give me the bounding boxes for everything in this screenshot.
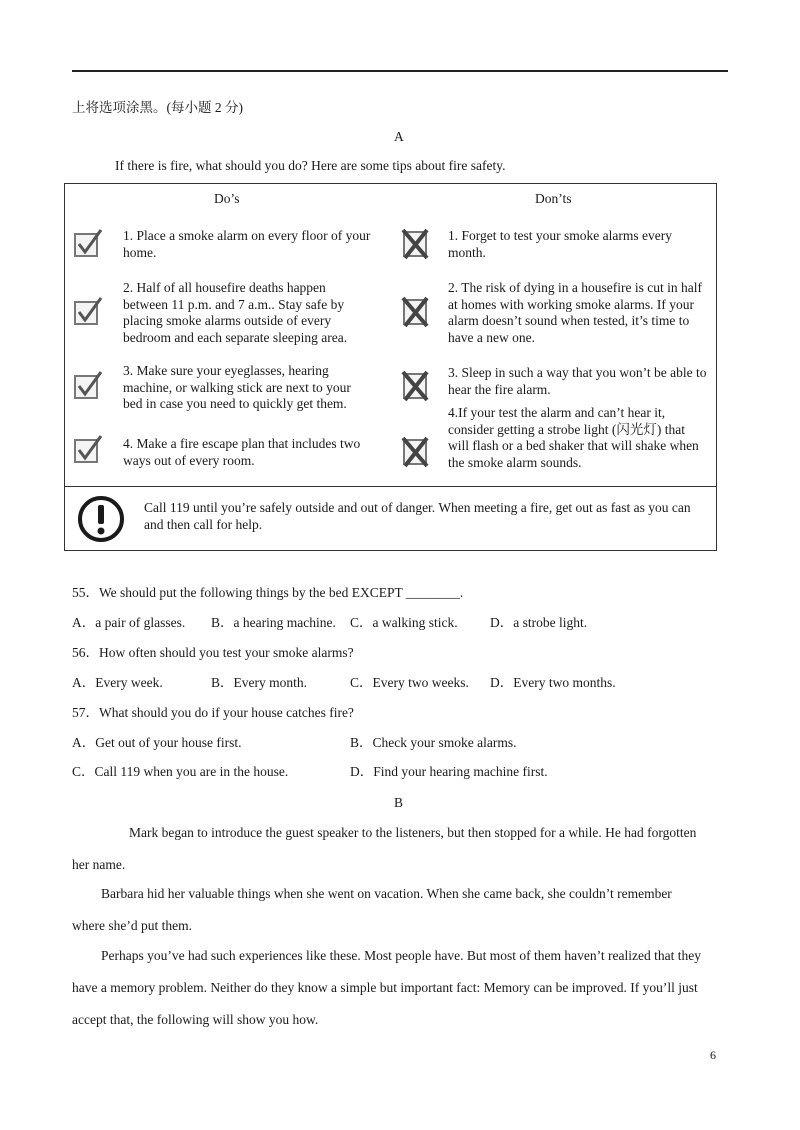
dont-item-2: 2. The risk of dying in a housefire is cut in half at homes with working smoke alarms. If your alarm doesn’t sound when tested, it’s time to have a new one. — [448, 280, 702, 345]
q57-option-c: C．Call 119 when you are in the house. — [72, 764, 289, 779]
checkbox-x-icon — [401, 368, 431, 402]
q56-option-a: A．Every week. — [72, 675, 163, 690]
checkbox-check-icon — [73, 226, 103, 260]
passage-p2-line2: where she’d put them. — [72, 918, 192, 933]
checkbox-check-icon — [73, 432, 103, 466]
do-item-4: 4. Make a fire escape plan that includes two ways out of every room. — [123, 436, 361, 468]
section-a-label: A — [394, 129, 404, 144]
top-rule — [72, 70, 728, 72]
passage-p3-line3: accept that, the following will show you how. — [72, 1012, 319, 1027]
passage-p3-line1: Perhaps you’ve had such experiences like these. Most people have. But most of them haven’t realized that they — [101, 948, 701, 963]
exclamation-circle-icon — [77, 495, 125, 543]
q57-option-b: B．Check your smoke alarms. — [350, 735, 517, 750]
q55-option-a: A．a pair of glasses. — [72, 615, 186, 630]
passage-p2-line1: Barbara hid her valuable things when she went on vacation. When she came back, she couldn’t remember — [101, 886, 672, 901]
dont-item-4: 4.If your test the alarm and can’t hear it, consider getting a strobe light (闪光灯) that will flash or a bed shaker that will shake when the smoke alarm sounds. — [448, 405, 699, 470]
question-57-stem: 57．What should you do if your house catches fire? — [72, 705, 354, 720]
dont-item-3: 3. Sleep in such a way that you won’t be able to hear the fire alarm. — [448, 365, 707, 397]
q57-option-d: D．Find your hearing machine first. — [350, 764, 548, 779]
warning-row — [65, 487, 716, 551]
question-55-stem: 55．We should put the following things by the bed EXCEPT ________. — [72, 585, 464, 600]
question-56-stem: 56．How often should you test your smoke alarms? — [72, 645, 354, 660]
fire-safety-tips-box — [64, 183, 717, 551]
dont-item-1: 1. Forget to test your smoke alarms every month. — [448, 228, 672, 260]
checkbox-x-icon — [401, 294, 431, 328]
q55-option-b: B．a hearing machine. — [211, 615, 336, 630]
checkbox-x-icon — [401, 226, 431, 260]
checkbox-check-icon — [73, 294, 103, 328]
instruction-text: 上将选项涂黑。(每小题 2 分) — [72, 100, 243, 115]
q57-option-a: A．Get out of your house first. — [72, 735, 242, 750]
warning-text: Call 119 until you’re safely outside and out of danger. When meeting a fire, get out as fast as you can and then call for help. — [144, 500, 691, 532]
checkbox-x-icon — [401, 434, 431, 468]
passage-p1-line1: Mark began to introduce the guest speaker to the listeners, but then stopped for a while. He had forgotten — [129, 825, 697, 840]
donts-header: Don’ts — [535, 191, 572, 206]
q55-option-c: C．a walking stick. — [350, 615, 458, 630]
q56-option-d: D．Every two months. — [490, 675, 616, 690]
q55-option-d: D．a strobe light. — [490, 615, 588, 630]
checkbox-check-icon — [73, 368, 103, 402]
dos-header: Do’s — [214, 191, 240, 206]
q56-option-c: C．Every two weeks. — [350, 675, 469, 690]
passage-p3-line2: have a memory problem. Neither do they know a simple but important fact: Memory can be improved. If you’ll just — [72, 980, 698, 995]
section-b-label: B — [394, 795, 404, 810]
do-item-1: 1. Place a smoke alarm on every floor of your home. — [123, 228, 371, 260]
do-item-3: 3. Make sure your eyeglasses, hearing machine, or walking stick are next to your bed in case you need to quickly get them. — [123, 363, 351, 411]
intro-text: If there is fire, what should you do? Here are some tips about fire safety. — [115, 158, 506, 173]
passage-p1-line2: her name. — [72, 857, 126, 872]
do-item-2: 2. Half of all housefire deaths happen between 11 p.m. and 7 a.m.. Stay safe by placing smoke alarms outside of every bedroom and each separate sleeping area. — [123, 280, 348, 345]
page-number: 6 — [710, 1048, 716, 1062]
q56-option-b: B．Every month. — [211, 675, 307, 690]
